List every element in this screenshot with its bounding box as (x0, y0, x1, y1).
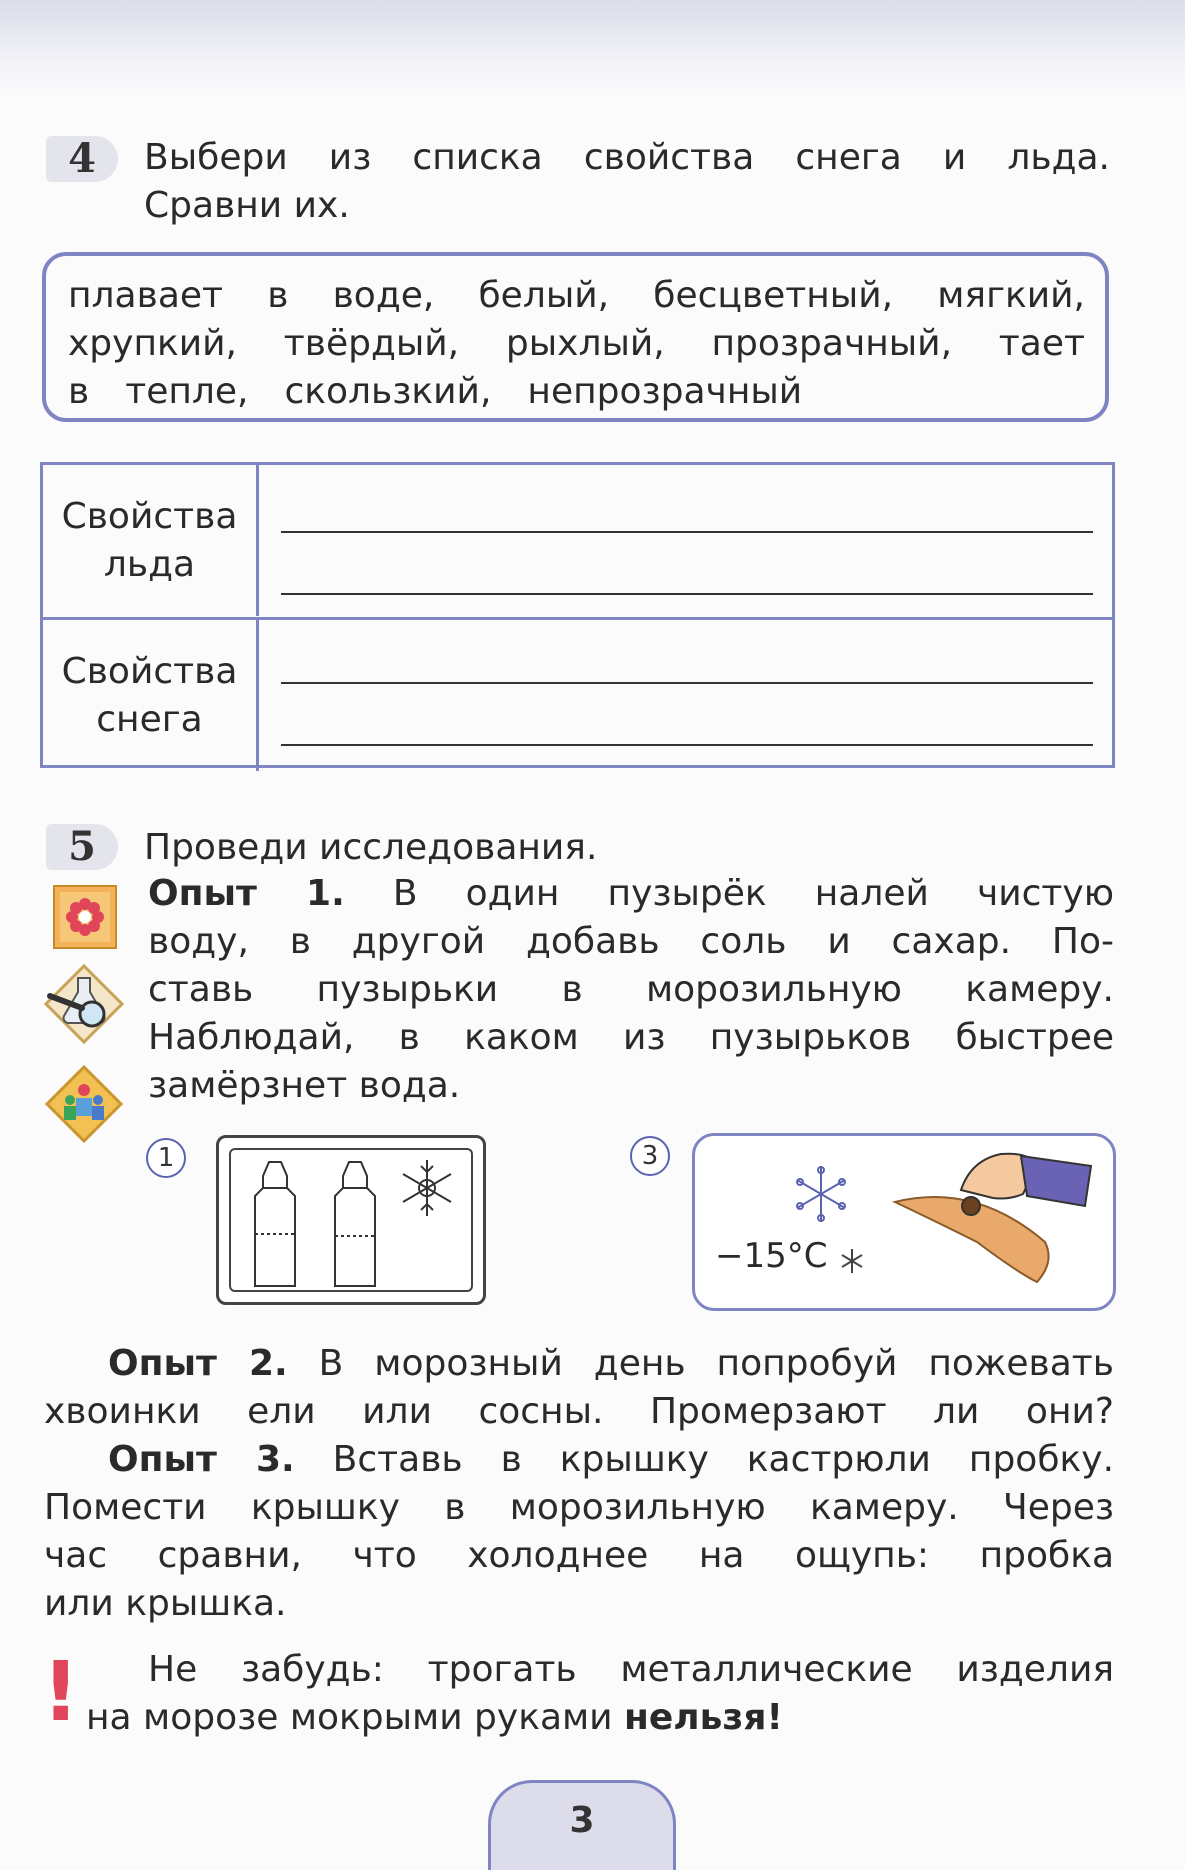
properties-table (40, 462, 1115, 768)
snowflake-icon (395, 1156, 459, 1220)
word-item: в (68, 371, 90, 412)
word-item: воде, (332, 275, 435, 316)
word-item: скользкий, (284, 371, 492, 412)
ice-label-line2: льда (103, 543, 196, 585)
experiment-2-line1 (108, 1340, 1114, 1388)
temperature-label: −15°C (715, 1236, 828, 1276)
figure-3-number: 3 (630, 1136, 670, 1176)
experiment-1-text: В один пузырёк налей чистую (344, 873, 1115, 914)
warning-line1: Не забудь: трогать металлические изделия (148, 1649, 1114, 1690)
children-group-icon (44, 1064, 124, 1144)
word-item: бесцветный, (653, 275, 894, 316)
snow-label-line1: Свойства (61, 650, 238, 692)
small-snowflake-icon (839, 1248, 865, 1274)
word-item: плавает (68, 275, 224, 316)
word-item: хрупкий, (68, 323, 237, 364)
snow-properties-label (43, 620, 259, 771)
word-item: рыхлый, (505, 323, 665, 364)
task-5-number: 5 (46, 824, 118, 870)
experiment-2-label: Опыт 2. (108, 1343, 288, 1384)
pot-lid-illustration (692, 1133, 1116, 1311)
task-4-instruction-line2: Сравни их. (144, 185, 350, 226)
ice-label-line1: Свойства (61, 495, 238, 537)
warning-mark: ! (42, 1645, 80, 1740)
word-list-row (68, 320, 1085, 368)
word-item: тает (998, 323, 1085, 364)
word-item: в (267, 275, 289, 316)
page-number: 3 (488, 1780, 676, 1870)
warning-line2 (86, 1694, 783, 1742)
freezer-illustration (216, 1135, 486, 1305)
experiment-3-text: Вставь в крышку кастрюли пробку. (294, 1439, 1115, 1480)
experiment-3-line1 (108, 1436, 1114, 1484)
ice-answer-line-1[interactable] (281, 531, 1093, 533)
experiment-3-line4: или крышка. (44, 1583, 287, 1624)
word-item: твёрдый, (283, 323, 460, 364)
page-header-band (0, 0, 1185, 95)
experiment-1-line2: воду, в другой добавь соль и сахар. По- (148, 921, 1114, 962)
figure-1-number: 1 (146, 1138, 186, 1178)
word-item: прозрачный, (711, 323, 953, 364)
experiment-1-line4: Наблюдай, в каком из пузырьков быстрее (148, 1017, 1114, 1058)
experiment-1-label: Опыт 1. (148, 873, 345, 914)
word-item: тепле, (125, 371, 249, 412)
warning-emphasis: нельзя! (624, 1697, 783, 1738)
snow-answer-line-1[interactable] (281, 682, 1093, 684)
task-4-instruction-line1: Выбери из списка свойства снега и льда. (144, 137, 1110, 178)
snow-label-line2: снега (96, 698, 203, 740)
experiment-2-text: В морозный день попробуй пожевать (287, 1343, 1114, 1384)
word-list-row (68, 368, 1085, 416)
experiment-1-line1 (148, 870, 1114, 918)
pot-lid-hand-icon (891, 1150, 1101, 1300)
word-list-row (68, 272, 1085, 320)
snow-answer-line-2[interactable] (281, 744, 1093, 746)
task-5-title: Проведи исследования. (144, 827, 598, 868)
task-4-number: 4 (46, 136, 118, 182)
snow-properties-row (43, 617, 1112, 771)
ice-properties-row (43, 465, 1112, 616)
experiment-3-label: Опыт 3. (108, 1439, 295, 1480)
word-item: белый, (478, 275, 610, 316)
word-item: непрозрачный (527, 371, 803, 412)
experiment-1-line5: замёрзнет вода. (148, 1065, 461, 1106)
snowflake-icon (789, 1162, 853, 1226)
ice-answer-line-2[interactable] (281, 593, 1093, 595)
experiment-1-line3: ставь пузырьки в морозильную камеру. (148, 969, 1114, 1010)
experiment-3-line3: час сравни, что холоднее на ощупь: пробка (44, 1535, 1114, 1576)
word-list-box (42, 252, 1109, 422)
experiment-2-line2: хвоинки ели или сосны. Промерзают ли они? (44, 1391, 1114, 1432)
experiment-3-line2: Помести крышку в морозильную камеру. Через (44, 1487, 1114, 1528)
magnifier-flask-icon (42, 962, 126, 1046)
flower-tile-icon (52, 884, 118, 950)
warning-text: на морозе мокрыми руками (86, 1697, 624, 1738)
word-item: мягкий, (937, 275, 1085, 316)
ice-properties-label (43, 465, 259, 616)
